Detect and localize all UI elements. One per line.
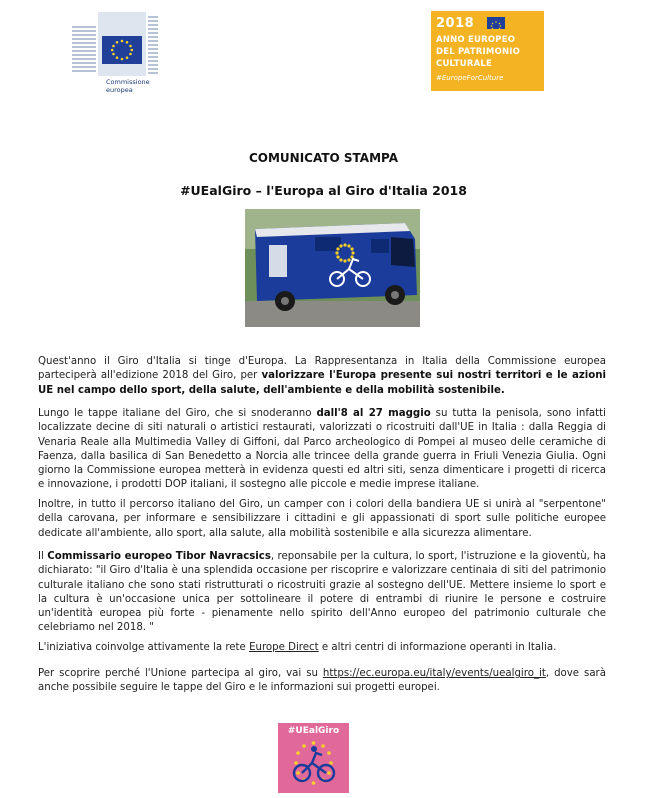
stages-text-c: su tutta la penisola, sono infatti localizzate decine di siti naturali o artistici restaurati, valorizzati o ricostruiti dall'UE in Italia : dalla Reggia di Venaria Reale alla Multimedia Valley di Giffoni, dal Parco archeologico di Pompei al museo delle ceramiche di Faenza, dalla basilica di San Benedetto a Norcia alle trincee della grande guerra in Friuli Venezia Giulia. Ogni giorno la Commissione europea metterà in evidenza questi ed altri siti, senza dimenticare i progetti di ricerca e innovazione, i prodotti DOP italiani, il sostegno alle piccole e medie imprese italiane. bbox=[38, 408, 606, 491]
uealgiro-link[interactable]: https://ec.europa.eu/italy/events/uealgiro_it bbox=[322, 668, 546, 680]
paragraph-commissioner bbox=[38, 550, 606, 635]
uealgiro-logo-tag: #UEalGiro bbox=[287, 726, 340, 736]
badge-line2: DEL PATRIMONIO bbox=[436, 47, 521, 57]
badge-line3: CULTURALE bbox=[436, 59, 492, 69]
badge-year: 2018 bbox=[436, 16, 475, 31]
eych-2018-badge bbox=[431, 11, 544, 91]
uealgiro-logo bbox=[278, 723, 349, 793]
ec-logo bbox=[72, 12, 158, 102]
stages-text-a: Lungo le tappe italiane del Giro, che si snoderanno bbox=[38, 408, 317, 420]
paragraph-intro bbox=[38, 355, 606, 398]
paragraph-more-info bbox=[38, 667, 606, 695]
paragraph-stages bbox=[38, 407, 606, 492]
europe-direct-link[interactable]: Europe Direct bbox=[249, 642, 319, 654]
cyclist-icon bbox=[278, 723, 349, 793]
badge-hashtag: #EuropeForCulture bbox=[436, 74, 504, 82]
more-info-text-b: , dove sarà anche possibile seguire le tappe del Giro e le informazioni sui progetti europei. bbox=[38, 668, 606, 694]
network-text-b: e altri centri di informazione operanti in Italia. bbox=[318, 642, 557, 654]
more-info-text-a: Per scoprire perché l'Unione partecipa al giro, vai su bbox=[38, 668, 323, 680]
commissioner-quote: , reponsabile per la cultura, lo sport, l'istruzione e la gioventù, ha dichiarato: "il Giro d'Italia è una splendida occasione per riscoprire e valorizzare centinaia di siti del patrimonio culturale italiano che sono stati ristrutturati o ricostruiti grazie al sostegno dell'UE. Mettere insieme lo sport e la cultura è un'occasione unica per sottolineare il potere di entrambi di riunire le persone e costruire un'identità europea più forte - pienamente nello spirito dell'Anno europeo del patrimonio culturale che celebriamo nel 2018. " bbox=[38, 551, 607, 634]
network-text-a: L'iniziativa coinvolge attivamente la rete bbox=[38, 642, 250, 654]
intro-text: Quest'anno il Giro d'Italia si tinge d'Europa. La Rappresentanza in Italia della Commissione europea parteciperà all'edizione 2018 del Giro, per bbox=[38, 356, 606, 382]
intro-highlight: valorizzare l'Europa presente sui nostri territori e le azioni UE nel campo dello sport, della salute, dell'ambiente e della mobilità sostenibile. bbox=[38, 370, 607, 396]
commission-building-icon bbox=[72, 12, 158, 82]
page-title: #UEalGiro – l'Europa al Giro d'Italia 2018 bbox=[180, 183, 467, 198]
campervan-photo bbox=[245, 209, 420, 327]
commissioner-text-a: Il bbox=[38, 551, 48, 563]
badge-line1: ANNO EUROPEO bbox=[436, 35, 516, 45]
paragraph-network bbox=[38, 641, 606, 655]
stages-dates: dall'8 al 27 maggio bbox=[316, 408, 431, 420]
ec-caption-line1: Commissione bbox=[106, 78, 150, 86]
commissioner-name: Commissario europeo Tibor Navracsics bbox=[47, 551, 271, 563]
press-release-label: COMUNICATO STAMPA bbox=[248, 151, 399, 165]
ec-logo-caption bbox=[106, 78, 150, 94]
paragraph-camper: Inoltre, in tutto il percorso italiano del Giro, un camper con i colori della bandiera UE si unirà al "serpentone" della carovana, per informare e sensibilizzare i cittadini e gli appassionati di sport sulle politiche europee dedicate all'ambiente, allo sport, alla salute, alla mobilità sostenibile e alla sicurezza alimentare. bbox=[38, 499, 606, 539]
ec-caption-line2: europea bbox=[106, 86, 133, 94]
eu-flag-icon bbox=[487, 17, 505, 29]
